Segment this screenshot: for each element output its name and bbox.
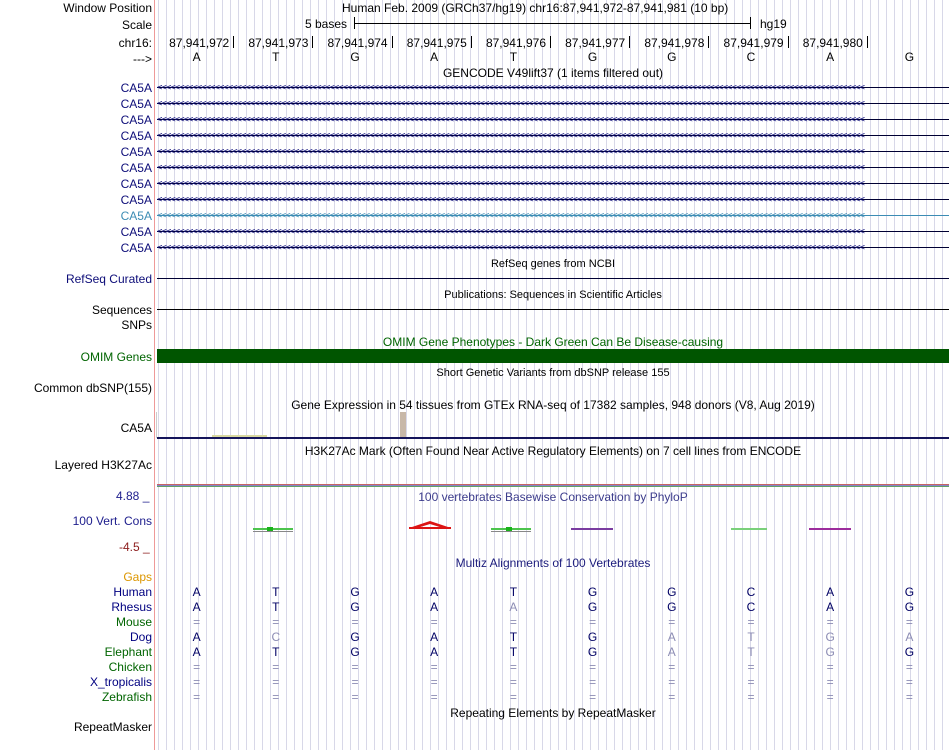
phylop-bar-4 [731, 528, 767, 530]
scale-text: 5 bases [305, 17, 348, 31]
gtex-left-edge [156, 412, 157, 438]
scale-bar-left-tick [354, 17, 355, 29]
alignment-base: G [350, 630, 360, 644]
gencode-strand-arrows: <<<<<<<<<<<<<<<<<<<<<<<<<<<<<<<<<<<<<<<<<<<<<<<<<<<<<<<<<<<<<<<<<<<<<<<<<<<<<<<<<<<<<<<<<<<<<<<<<<<<<<<<<<<<<<<<<<<<<<<<<<<<<<<<<<<<<<<<<<<<<<<<<<<<<<<<<<<<<<<< [157, 115, 864, 125]
alignment-base: A [826, 600, 835, 614]
base-letter: G [350, 50, 360, 64]
phylop-bar-1 [253, 527, 293, 532]
gencode-strand-arrows: <<<<<<<<<<<<<<<<<<<<<<<<<<<<<<<<<<<<<<<<<<<<<<<<<<<<<<<<<<<<<<<<<<<<<<<<<<<<<<<<<<<<<<<<<<<<<<<<<<<<<<<<<<<<<<<<<<<<<<<<<<<<<<<<<<<<<<<<<<<<<<<<<<<<<<<<<<<<<<<< [157, 83, 864, 93]
alignment-base: A [192, 600, 201, 614]
refseq-track-title[interactable]: RefSeq genes from NCBI [490, 258, 616, 270]
gtex-label[interactable]: CA5A [120, 421, 152, 435]
position-label: 87,941,977 [565, 36, 626, 50]
position-tick [233, 36, 234, 48]
gencode-strand-arrows: <<<<<<<<<<<<<<<<<<<<<<<<<<<<<<<<<<<<<<<<<<<<<<<<<<<<<<<<<<<<<<<<<<<<<<<<<<<<<<<<<<<<<<<<<<<<<<<<<<<<<<<<<<<<<<<<<<<<<<<<<<<<<<<<<<<<<<<<<<<<<<<<<<<<<<<<<<<<<<<< [157, 131, 864, 141]
alignment-base: G [904, 645, 915, 659]
base-letter: T [509, 50, 518, 64]
alignment-base: T [272, 585, 280, 599]
alignment-base: T [509, 585, 518, 599]
position-label: 87,941,973 [248, 36, 309, 50]
alignment-base: G [587, 585, 598, 599]
alignment-base: = [826, 660, 834, 674]
alignment-base: = [193, 690, 201, 704]
alignment-base: = [193, 615, 201, 629]
repeatmasker-track-title[interactable]: Repeating Elements by RepeatMasker [450, 706, 656, 720]
alignment-base: A [192, 630, 201, 644]
alignment-base: = [430, 660, 438, 674]
alignment-base: = [351, 660, 359, 674]
gtex-baseline [157, 437, 949, 439]
alignment-base: = [509, 660, 517, 674]
alignment-base: = [747, 660, 755, 674]
base-letter: G [667, 50, 677, 64]
refseq-label[interactable]: RefSeq Curated [65, 272, 152, 286]
gencode-strand-arrows: <<<<<<<<<<<<<<<<<<<<<<<<<<<<<<<<<<<<<<<<<<<<<<<<<<<<<<<<<<<<<<<<<<<<<<<<<<<<<<<<<<<<<<<<<<<<<<<<<<<<<<<<<<<<<<<<<<<<<<<<<<<<<<<<<<<<<<<<<<<<<<<<<<<<<<<<<<<<<<<< [157, 163, 864, 173]
multiz-track-title[interactable]: Multiz Alignments of 100 Vertebrates [455, 556, 651, 570]
alignment-base: = [351, 615, 359, 629]
gencode-strand-arrows: <<<<<<<<<<<<<<<<<<<<<<<<<<<<<<<<<<<<<<<<<<<<<<<<<<<<<<<<<<<<<<<<<<<<<<<<<<<<<<<<<<<<<<<<<<<<<<<<<<<<<<<<<<<<<<<<<<<<<<<<<<<<<<<<<<<<<<<<<<<<<<<<<<<<<<<<<<<<<<<< [157, 227, 864, 237]
species-label[interactable]: X_tropicalis [89, 675, 152, 689]
species-label[interactable]: Zebrafish [101, 690, 152, 704]
gencode-gene-label[interactable]: CA5A [120, 241, 152, 255]
position-label: 87,941,979 [723, 36, 784, 50]
window-position[interactable]: Human Feb. 2009 (GRCh37/hg19) chr16:87,941,972-87,941,981 (10 bp) [342, 1, 729, 15]
gencode-gene-label[interactable]: CA5A [120, 225, 152, 239]
gencode-gene-label[interactable]: CA5A [120, 81, 152, 95]
alignment-base: = [193, 675, 201, 689]
omim-track-title[interactable]: OMIM Gene Phenotypes - Dark Green Can Be Disease-causing [382, 335, 724, 349]
gencode-strand-arrows: <<<<<<<<<<<<<<<<<<<<<<<<<<<<<<<<<<<<<<<<<<<<<<<<<<<<<<<<<<<<<<<<<<<<<<<<<<<<<<<<<<<<<<<<<<<<<<<<<<<<<<<<<<<<<<<<<<<<<<<<<<<<<<<<<<<<<<<<<<<<<<<<<<<<<<<<<<<<<<<< [157, 211, 864, 221]
alignment-base: T [747, 645, 755, 659]
chrom-label[interactable]: chr16: [118, 36, 152, 50]
scale-bar [354, 23, 751, 24]
gencode-gene-label[interactable]: CA5A [120, 145, 152, 159]
alignment-base: = [826, 690, 834, 704]
alignment-base: T [272, 600, 280, 614]
alignment-base: G [587, 600, 598, 614]
alignment-base: = [589, 690, 597, 704]
alignment-base: A [430, 585, 439, 599]
phylop-peak-base [409, 527, 451, 529]
species-label[interactable]: Chicken [108, 660, 152, 674]
label-separator [154, 0, 155, 750]
gtex-expression-peak[interactable] [400, 412, 406, 437]
phylop-label[interactable]: 100 Vert. Cons [72, 514, 152, 528]
omim-feature-bar[interactable] [157, 349, 949, 363]
strand-label[interactable]: ---> [133, 52, 152, 66]
alignment-base: = [589, 615, 597, 629]
omim-label[interactable]: OMIM Genes [80, 350, 152, 364]
phylop-bar-2 [491, 527, 531, 532]
gencode-gene-label[interactable]: CA5A [120, 97, 152, 111]
base-letter: A [192, 50, 201, 64]
position-tick [788, 36, 789, 48]
alignment-base: G [667, 585, 677, 599]
alignment-base: A [430, 645, 439, 659]
alignment-base: A [430, 600, 439, 614]
position-label: 87,941,972 [169, 36, 230, 50]
position-tick [471, 36, 472, 48]
gencode-strand-arrows: <<<<<<<<<<<<<<<<<<<<<<<<<<<<<<<<<<<<<<<<<<<<<<<<<<<<<<<<<<<<<<<<<<<<<<<<<<<<<<<<<<<<<<<<<<<<<<<<<<<<<<<<<<<<<<<<<<<<<<<<<<<<<<<<<<<<<<<<<<<<<<<<<<<<<<<<<<<<<<<< [157, 147, 864, 157]
base-letter: A [430, 50, 439, 64]
scale-label: Scale [121, 18, 152, 32]
alignment-base: A [667, 645, 676, 659]
species-label[interactable]: Rhesus [111, 600, 152, 614]
alignment-base: = [193, 660, 201, 674]
base-letter: G [587, 50, 598, 64]
h3k27ac-label[interactable]: Layered H3K27Ac [54, 458, 152, 472]
alignment-base: = [905, 675, 913, 689]
dbsnp-track-title[interactable]: Short Genetic Variants from dbSNP release 155 [436, 367, 670, 379]
alignment-base: = [430, 675, 438, 689]
alignment-base: = [272, 615, 280, 629]
alignment-base: T [509, 630, 518, 644]
gencode-gene-label[interactable]: CA5A [120, 177, 152, 191]
position-tick [392, 36, 393, 48]
alignment-base: = [905, 690, 913, 704]
position-label: 87,941,975 [406, 36, 467, 50]
alignment-base: G [825, 645, 835, 659]
publications-track-title[interactable]: Publications: Sequences in Scientific Articles [444, 289, 662, 301]
alignment-base: G [904, 585, 915, 599]
alignment-base: = [272, 690, 280, 704]
species-label[interactable]: Human [113, 585, 152, 599]
alignment-base: T [509, 645, 518, 659]
alignment-base: T [272, 645, 280, 659]
gencode-gene-label[interactable]: CA5A [120, 113, 152, 127]
alignment-base: C [271, 630, 281, 644]
repeatmasker-label[interactable]: RepeatMasker [73, 720, 152, 734]
alignment-base: G [350, 600, 360, 614]
alignment-base: = [351, 675, 359, 689]
alignment-base: A [667, 630, 676, 644]
alignment-base: G [587, 630, 598, 644]
alignment-base: = [430, 690, 438, 704]
alignment-base: = [747, 615, 755, 629]
alignment-base: G [350, 585, 360, 599]
phylop-track-title[interactable]: 100 vertebrates Basewise Conservation by PhyloP [418, 490, 688, 504]
alignment-base: = [589, 675, 597, 689]
phylop-bar-3 [571, 528, 613, 530]
alignment-base: T [747, 630, 755, 644]
alignment-base: = [668, 615, 676, 629]
scale-assembly: hg19 [760, 17, 787, 31]
gencode-track-title[interactable]: GENCODE V49lift37 (1 items filtered out) [442, 66, 664, 80]
gencode-strand-arrows: <<<<<<<<<<<<<<<<<<<<<<<<<<<<<<<<<<<<<<<<<<<<<<<<<<<<<<<<<<<<<<<<<<<<<<<<<<<<<<<<<<<<<<<<<<<<<<<<<<<<<<<<<<<<<<<<<<<<<<<<<<<<<<<<<<<<<<<<<<<<<<<<<<<<<<<<<<<<<<<< [157, 99, 864, 109]
alignment-base: = [351, 690, 359, 704]
phylop-max: 4.88 _ [116, 489, 150, 503]
position-label: 87,941,978 [644, 36, 705, 50]
h3k27ac-line-3 [157, 486, 949, 487]
alignment-base: = [272, 675, 280, 689]
gtex-track-title[interactable]: Gene Expression in 54 tissues from GTEx RNA-seq of 17382 samples, 948 donors (V8, Aug 2019) [291, 398, 815, 412]
gencode-gene-label[interactable]: CA5A [120, 129, 152, 143]
alignment-base: = [668, 675, 676, 689]
alignment-base: = [509, 690, 517, 704]
alignment-base: = [747, 690, 755, 704]
h3k27ac-track-title[interactable]: H3K27Ac Mark (Often Found Near Active Regulatory Elements) on 7 cell lines from ENCODE [304, 444, 802, 458]
alignment-base: G [825, 630, 835, 644]
species-label[interactable]: Mouse [115, 615, 152, 629]
alignment-base: G [667, 600, 677, 614]
base-letter: A [826, 50, 835, 64]
position-tick [629, 36, 630, 48]
phylop-peak [409, 521, 451, 528]
window-position-label: Window Position [63, 1, 152, 15]
base-letter: C [746, 50, 756, 64]
position-tick [867, 36, 868, 48]
alignment-base: = [668, 690, 676, 704]
alignment-base: C [746, 585, 756, 599]
alignment-base: G [904, 600, 915, 614]
gencode-strand-arrows: <<<<<<<<<<<<<<<<<<<<<<<<<<<<<<<<<<<<<<<<<<<<<<<<<<<<<<<<<<<<<<<<<<<<<<<<<<<<<<<<<<<<<<<<<<<<<<<<<<<<<<<<<<<<<<<<<<<<<<<<<<<<<<<<<<<<<<<<<<<<<<<<<<<<<<<<<<<<<<<< [157, 195, 864, 205]
gencode-gene-label[interactable]: CA5A [120, 209, 152, 223]
gencode-strand-arrows: <<<<<<<<<<<<<<<<<<<<<<<<<<<<<<<<<<<<<<<<<<<<<<<<<<<<<<<<<<<<<<<<<<<<<<<<<<<<<<<<<<<<<<<<<<<<<<<<<<<<<<<<<<<<<<<<<<<<<<<<<<<<<<<<<<<<<<<<<<<<<<<<<<<<<<<<<<<<<<<< [157, 243, 864, 253]
species-label[interactable]: Elephant [104, 645, 152, 659]
alignment-base: A [192, 585, 201, 599]
dbsnp-label[interactable]: Common dbSNP(155) [33, 381, 152, 395]
alignment-base: = [272, 660, 280, 674]
position-tick [550, 36, 551, 48]
position-tick [708, 36, 709, 48]
alignment-base: = [747, 675, 755, 689]
alignment-base: = [430, 615, 438, 629]
refseq-gene-line[interactable] [157, 278, 949, 279]
snps-label[interactable]: SNPs [121, 318, 152, 332]
phylop-bar-5 [809, 528, 851, 530]
position-tick [312, 36, 313, 48]
alignment-base: = [826, 615, 834, 629]
alignment-base: = [509, 615, 517, 629]
alignment-base: = [905, 660, 913, 674]
base-letter: G [904, 50, 915, 64]
base-letter: T [272, 50, 280, 64]
alignment-base: = [905, 615, 913, 629]
alignment-base: A [430, 630, 439, 644]
position-label: 87,941,976 [485, 36, 546, 50]
alignment-base: G [587, 645, 598, 659]
scale-bar-right-tick [750, 17, 751, 29]
alignment-base: C [746, 600, 756, 614]
phylop-min: -4.5 _ [119, 540, 150, 554]
alignment-base: A [826, 585, 835, 599]
alignment-base: = [589, 660, 597, 674]
alignment-base: = [509, 675, 517, 689]
gencode-strand-arrows: <<<<<<<<<<<<<<<<<<<<<<<<<<<<<<<<<<<<<<<<<<<<<<<<<<<<<<<<<<<<<<<<<<<<<<<<<<<<<<<<<<<<<<<<<<<<<<<<<<<<<<<<<<<<<<<<<<<<<<<<<<<<<<<<<<<<<<<<<<<<<<<<<<<<<<<<<<<<<<<< [157, 179, 864, 189]
position-label: 87,941,980 [802, 36, 863, 50]
alignment-base: G [350, 645, 360, 659]
gencode-gene-label[interactable]: CA5A [120, 161, 152, 175]
position-label: 87,941,974 [327, 36, 388, 50]
alignment-base: A [905, 630, 914, 644]
phylop-plot[interactable] [157, 510, 949, 540]
alignment-base: = [668, 660, 676, 674]
gencode-gene-label[interactable]: CA5A [120, 193, 152, 207]
species-label[interactable]: Dog [129, 630, 152, 644]
alignment-base: A [192, 645, 201, 659]
alignment-base: A [509, 600, 518, 614]
publications-line[interactable] [157, 309, 949, 310]
publications-label[interactable]: Sequences [91, 303, 152, 317]
alignment-base: = [826, 675, 834, 689]
multiz-gaps-label[interactable]: Gaps [123, 570, 152, 584]
